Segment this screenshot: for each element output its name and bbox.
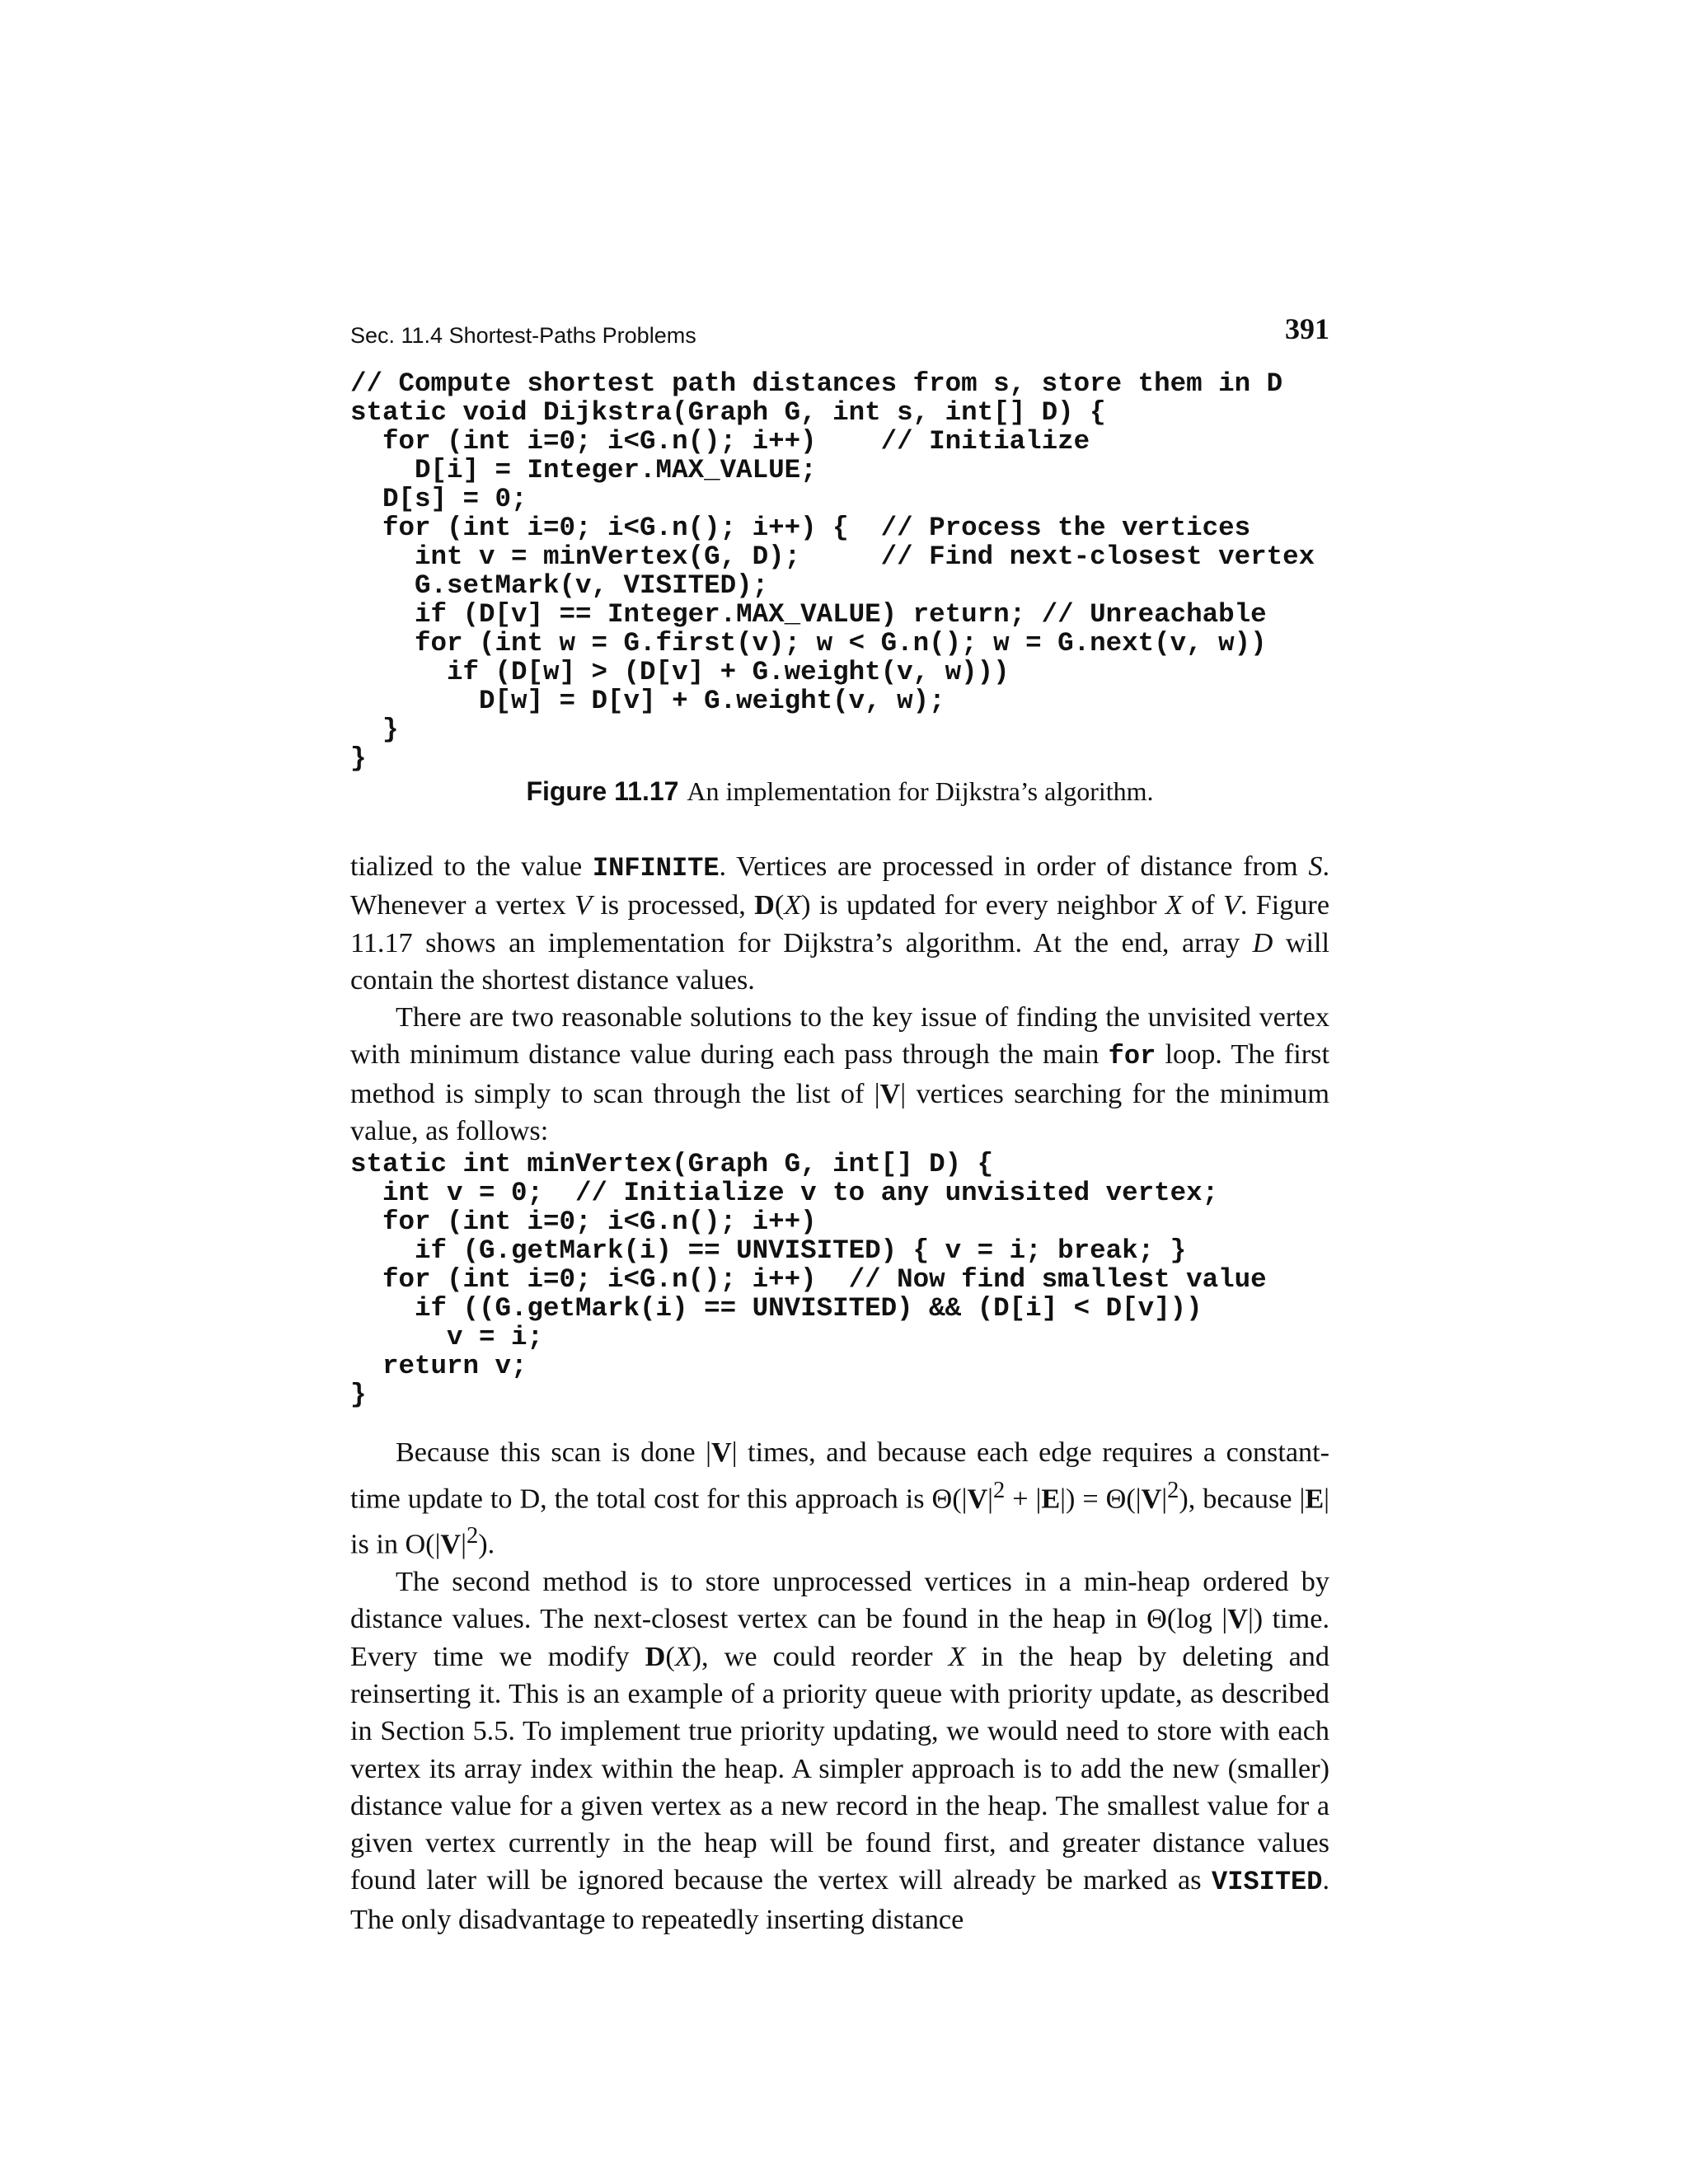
figure-number: Figure 11.17: [526, 776, 679, 806]
code-line: return v;: [350, 1351, 528, 1382]
paragraph: tialized to the value INFINITE. Vertices are processed in order of distance from S. Whenever a vertex V is processed, D(X) is updated for every neighbor X of V. Figure 11.17 shows an implementation for Dijkstra’s algorithm. At the end, array D will contain the shortest distance values.: [350, 851, 1329, 996]
running-header: [350, 312, 1329, 369]
code-line: if ((G.getMark(i) == UNVISITED) && (D[i] < D[v])): [350, 1293, 1203, 1324]
paragraph: There are two reasonable solutions to the key issue of finding the unvisited vertex with minimum distance value during each pass through the main for loop. The first method is simply to scan through the list of |V| vertices searching for the minimum value, as follows:: [350, 1002, 1329, 1147]
code-line: if (D[v] == Integer.MAX_VALUE) return; // Unreachable: [350, 599, 1267, 630]
code-line: int v = 0; // Initialize v to any unvisited vertex;: [350, 1178, 1219, 1209]
code-line: D[w] = D[v] + G.weight(v, w);: [350, 686, 945, 716]
code-line: static void Dijkstra(Graph G, int s, int[] D) {: [350, 397, 1106, 428]
code-line: if (G.getMark(i) == UNVISITED) { v = i; break; }: [350, 1235, 1187, 1267]
code-line: D[s] = 0;: [350, 484, 528, 514]
code-line: static int minVertex(Graph G, int[] D) {: [350, 1149, 994, 1180]
code-line: int v = minVertex(G, D); // Find next-closest vertex: [350, 541, 1315, 572]
code-line: }: [350, 1380, 367, 1411]
code-line: if (D[w] > (D[v] + G.weight(v, w))): [350, 657, 1010, 687]
figure-text: An implementation for Dijkstra’s algorithm.: [687, 776, 1154, 806]
code-line: // Compute shortest path distances from s, store them in D: [350, 368, 1283, 399]
inline-code: INFINITE: [592, 853, 720, 883]
code-line: for (int w = G.first(v); w < G.n(); w = G.next(v, w)): [350, 628, 1267, 658]
code-line: v = i;: [350, 1322, 544, 1353]
code-block-minvertex: [350, 1150, 1329, 1409]
code-line: for (int i=0; i<G.n(); i++) { // Process the vertices: [350, 513, 1251, 543]
code-line: D[i] = Integer.MAX_VALUE;: [350, 455, 817, 485]
code-line: for (int i=0; i<G.n(); i++): [350, 1207, 817, 1238]
section-title: Sec. 11.4 Shortest-Paths Problems: [350, 323, 696, 348]
paragraph: Because this scan is done |V| times, and because each edge requires a constant-time update to D, the total cost for this approach is $\Theta(|V|^2 + |E|) = \Theta(|V|^2)$, because |E| is in $O(|V|^2)$.: [350, 1437, 1329, 1560]
inline-code: VISITED: [1212, 1867, 1323, 1898]
inline-code: for: [1108, 1041, 1156, 1072]
code-line: for (int i=0; i<G.n(); i++) // Initialize: [350, 426, 1090, 457]
code-line: }: [350, 743, 367, 774]
page: [350, 312, 1329, 1938]
paragraph: The second method is to store unprocessed vertices in a min-heap ordered by distance values. The next-closest vertex can be found in the heap in Θ(log |V|) time. Every time we modify D(X), we could reorder X in the heap by deleting and reinserting it. This is an example of a priority queue with priority update, as described in Section 5.5. To implement true priority updating, we would need to store with each vertex its array index within the heap. A simpler approach is to add the new (smaller) distance value for a given vertex as a new record in the heap. The smallest value for a given vertex currently in the heap will be found first, and greater distance values found later will be ignored because the vertex will already be marked as VISITED. The only disadvantage to repeatedly inserting distance: [350, 1567, 1329, 1935]
code-line: for (int i=0; i<G.n(); i++) // Now find smallest value: [350, 1264, 1267, 1296]
figure-caption: [350, 776, 1329, 807]
code-line: G.setMark(v, VISITED);: [350, 570, 769, 601]
page-number: 391: [1285, 312, 1329, 345]
code-block-dijkstra: [350, 369, 1329, 773]
code-line: }: [350, 715, 399, 745]
